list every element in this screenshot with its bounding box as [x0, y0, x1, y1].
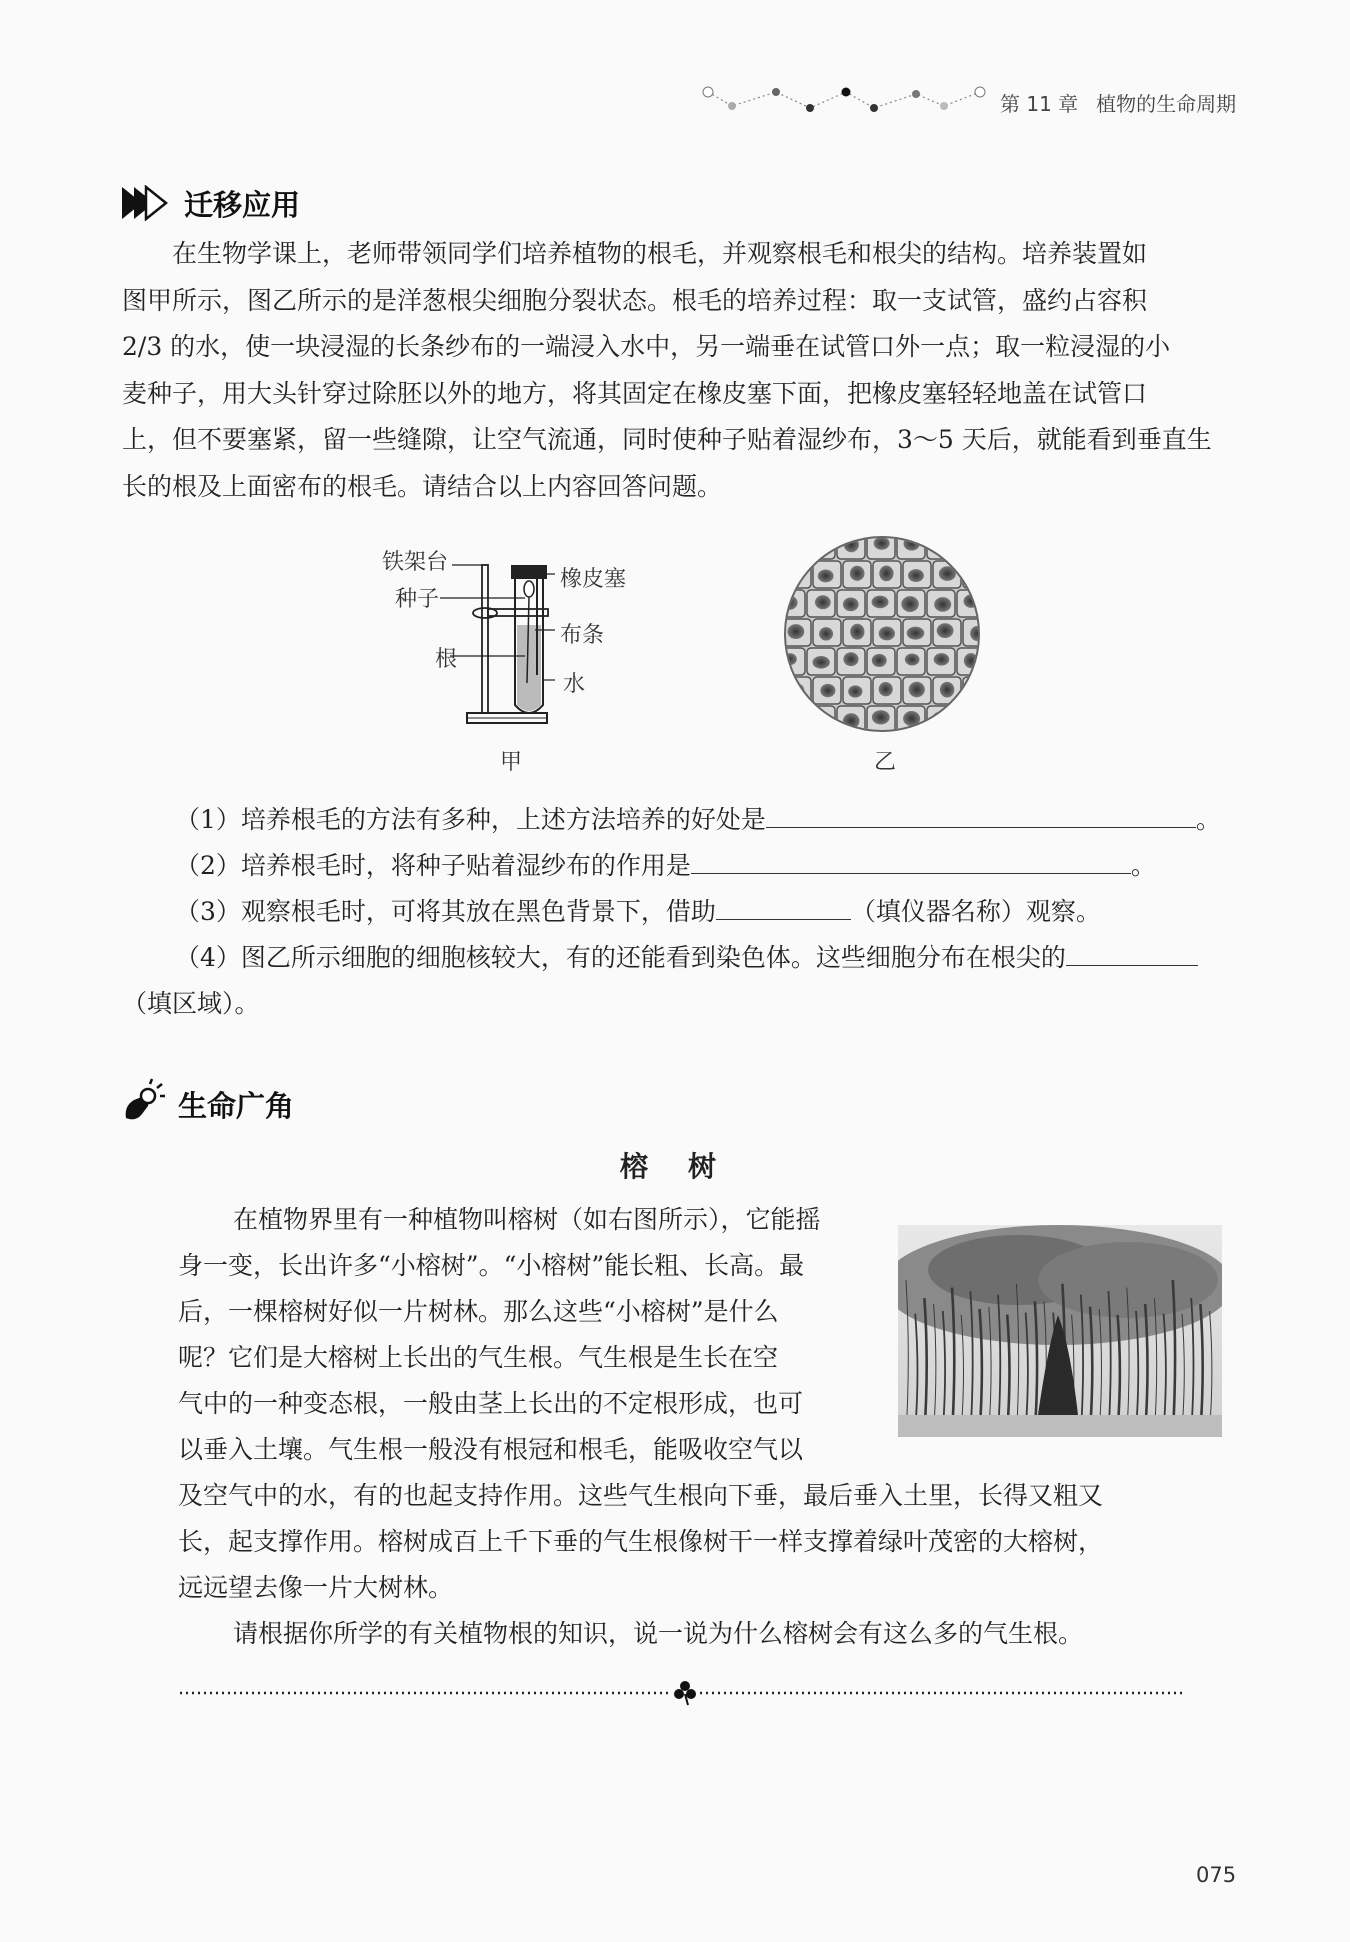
label-stopper: 橡皮塞 — [560, 567, 627, 592]
answer-blank-3[interactable] — [716, 893, 851, 920]
clover-icon — [674, 1681, 696, 1705]
caption-b: 乙 — [874, 750, 897, 775]
chapter-heading — [1000, 88, 1254, 117]
onion-root-tip-cells-image — [782, 536, 982, 732]
story-title: 榕树 — [620, 1150, 757, 1183]
paragraph-line: 2/3 的水，使一块浸湿的长条纱布的一端浸入水中，另一端垂在试管口外一点；取一粒浸湿的小 — [122, 332, 1171, 361]
question-2: （2）培养根毛时，将种子贴着湿纱布的作用是 。 — [175, 843, 1156, 889]
story-line: 身一变，长出许多“小榕树”。“小榕树”能长粗、长高。最 — [178, 1251, 805, 1280]
answer-blank-2[interactable] — [691, 847, 1131, 874]
story-line: 及空气中的水，有的也起支持作用。这些气生根向下垂，最后垂入土里，长得又粗又 — [178, 1481, 1104, 1510]
decorative-dots-icon — [690, 78, 990, 118]
label-water: 水 — [563, 672, 586, 697]
section-title-life-corner: 生命广角 — [178, 1089, 295, 1123]
question-1: （1）培养根毛的方法有多种，上述方法培养的好处是 。 — [175, 797, 1221, 843]
banyan-tree-photo — [898, 1225, 1222, 1437]
label-root: 根 — [435, 647, 458, 672]
paragraph-line: 在生物学课上，老师带领同学们培养植物的根毛，并观察根毛和根尖的结构。培养装置如 — [172, 239, 1148, 268]
caption-a: 甲 — [500, 750, 523, 775]
page-header — [690, 78, 1250, 118]
story-line: 气中的一种变态根，一般由茎上长出的不定根形成，也可 — [178, 1389, 804, 1418]
question-4: （4）图乙所示细胞的细胞核较大，有的还能看到染色体。这些细胞分布在根尖的 — [175, 935, 1198, 981]
label-cloth-strip: 布条 — [560, 623, 605, 648]
story-line: 远远望去像一片大树林。 — [178, 1573, 454, 1602]
story-prompt: 请根据你所学的有关植物根的知识，说一说为什么榕树会有这么多的气生根。 — [233, 1619, 1084, 1648]
intro-paragraph — [122, 231, 1246, 510]
answer-blank-4[interactable] — [1066, 939, 1198, 966]
page-number: 075 — [1196, 1863, 1237, 1887]
paragraph-line: 上，但不要塞紧，留一些缝隙，让空气流通，同时使种子贴着湿纱布，3～5 天后，就能看到垂直生 — [122, 425, 1212, 454]
story-wide-block — [178, 1473, 1188, 1611]
story-line: 以垂入土壤。气生根一般没有根冠和根毛，能吸收空气以 — [178, 1435, 804, 1464]
story-narrow-block — [178, 1197, 858, 1473]
lightbulb-hand-icon — [120, 1078, 166, 1124]
paragraph-line: 麦种子，用大头针穿过除胚以外的地方，将其固定在橡皮塞下面，把橡皮塞轻轻地盖在试管口 — [122, 378, 1148, 408]
section-title-transfer: 迁移应用 — [184, 188, 301, 222]
story-line: 后，一棵榕树好似一片树林。那么这些“小榕树”是什么 — [178, 1297, 779, 1326]
story-line: 长，起支撑作用。榕树成百上千下垂的气生根像树干一样支撑着绿叶茂密的大榕树， — [178, 1527, 1104, 1556]
label-seed: 种子 — [395, 587, 440, 612]
chapter-number: 第 11 章 — [1000, 92, 1079, 116]
answer-blank-1[interactable] — [766, 801, 1196, 828]
dotted-divider — [180, 1678, 1185, 1708]
question-4-continuation: （填区域）。 — [122, 989, 260, 1018]
story-line: 呢？它们是大榕树上长出的气生根。气生根是生长在空 — [178, 1343, 779, 1372]
label-iron-stand: 铁架台 — [382, 550, 449, 575]
question-3: （3）观察根毛时，可将其放在黑色背景下，借助 （填仪器名称）观察。 — [175, 889, 1101, 935]
paragraph-line: 长的根及上面密布的根毛。请结合以上内容回答问题。 — [122, 471, 723, 501]
fast-forward-icon — [120, 185, 175, 221]
paragraph-line: 图甲所示，图乙所示的是洋葱根尖细胞分裂状态。根毛的培养过程：取一支试管，盛约占容积 — [122, 285, 1148, 315]
story-line: 在植物界里有一种植物叫榕树（如右图所示），它能摇 — [233, 1205, 821, 1234]
chapter-title: 植物的生命周期 — [1096, 92, 1237, 116]
